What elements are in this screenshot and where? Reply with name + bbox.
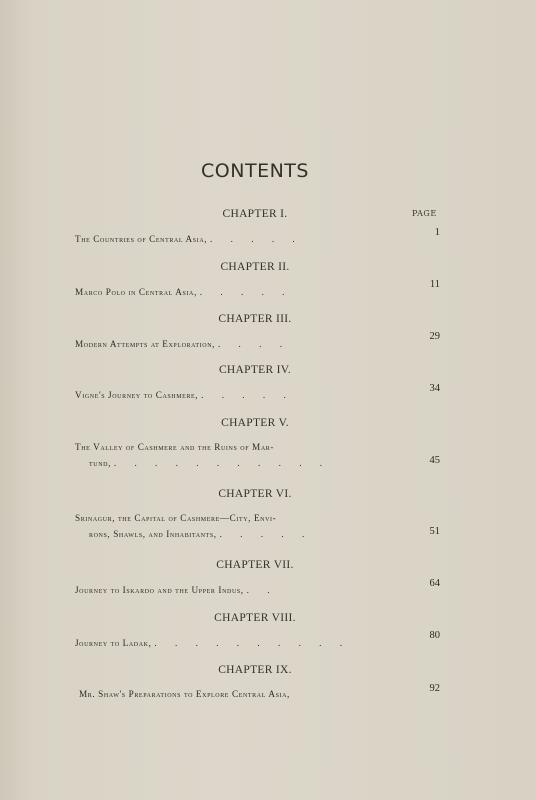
toc-entry — [75, 635, 410, 651]
chapter-heading: CHAPTER IV. — [218, 364, 292, 376]
toc-entry — [75, 510, 410, 542]
leader-dots: . . . . . — [201, 390, 294, 400]
toc-entry — [75, 284, 410, 300]
toc-entry — [75, 439, 410, 471]
entry-title: Mr. Shaw's Preparations to Explore Central Asia, — [79, 689, 290, 699]
entry-title: Journey to Ladak, — [75, 638, 155, 648]
page-number: 11 — [429, 279, 440, 290]
entry-title-continued: rons, Shawls, and Inhabitants, — [89, 529, 220, 539]
chapter-heading: CHAPTER I. — [222, 208, 288, 220]
page-number: 92 — [429, 683, 440, 694]
chapter-heading: CHAPTER V. — [221, 417, 289, 429]
page-column-label: PAGE — [412, 209, 437, 218]
page-number: 51 — [429, 526, 440, 537]
chapter-heading: CHAPTER VII. — [216, 559, 294, 571]
chapter-heading: CHAPTER VI. — [218, 488, 292, 500]
toc-entry — [75, 336, 410, 352]
leader-dots: . . . . — [217, 339, 291, 349]
page-number: 1 — [434, 227, 440, 238]
leader-dots: . . . . . — [199, 287, 293, 297]
entry-title: Srinagur, the Capital of Cashmere—City, Envi- — [75, 513, 277, 523]
page-number: 45 — [429, 455, 440, 466]
leader-dots: . . . . . . . . . . . — [113, 458, 331, 468]
chapter-heading: CHAPTER III. — [218, 313, 292, 325]
chapter-heading: CHAPTER IX. — [218, 664, 292, 676]
entry-title: Marco Polo in Central Asia, — [75, 287, 200, 297]
chapter-heading: CHAPTER II. — [220, 261, 290, 273]
leader-dots: . . . . . — [210, 234, 303, 244]
toc-entry — [75, 231, 410, 247]
page-number: 80 — [429, 630, 440, 641]
contents-heading: CONTENTS — [201, 160, 309, 182]
entry-title: The Countries of Central Asia, — [75, 234, 211, 244]
toc-entry — [75, 387, 410, 403]
toc-entry — [79, 686, 424, 702]
leader-dots: . . . . . . . . . . — [154, 638, 351, 648]
leader-dots: . . — [246, 585, 278, 595]
page-number: 64 — [429, 578, 440, 589]
entry-title: The Valley of Cashmere and the Ruins of Mar- — [75, 442, 275, 452]
page-number: 34 — [429, 383, 440, 394]
entry-title: Journey to Iskardo and the Upper Indus, — [75, 585, 247, 595]
leader-dots: . . . . . — [219, 529, 313, 539]
chapter-heading: CHAPTER VIII. — [214, 612, 296, 624]
entry-title: Vigne's Journey to Cashmere, — [75, 390, 202, 400]
entry-title-continued: tund, — [89, 458, 114, 468]
toc-entry — [75, 582, 410, 598]
entry-title: Modern Attempts at Exploration, — [75, 339, 218, 349]
page-number: 29 — [429, 331, 440, 342]
